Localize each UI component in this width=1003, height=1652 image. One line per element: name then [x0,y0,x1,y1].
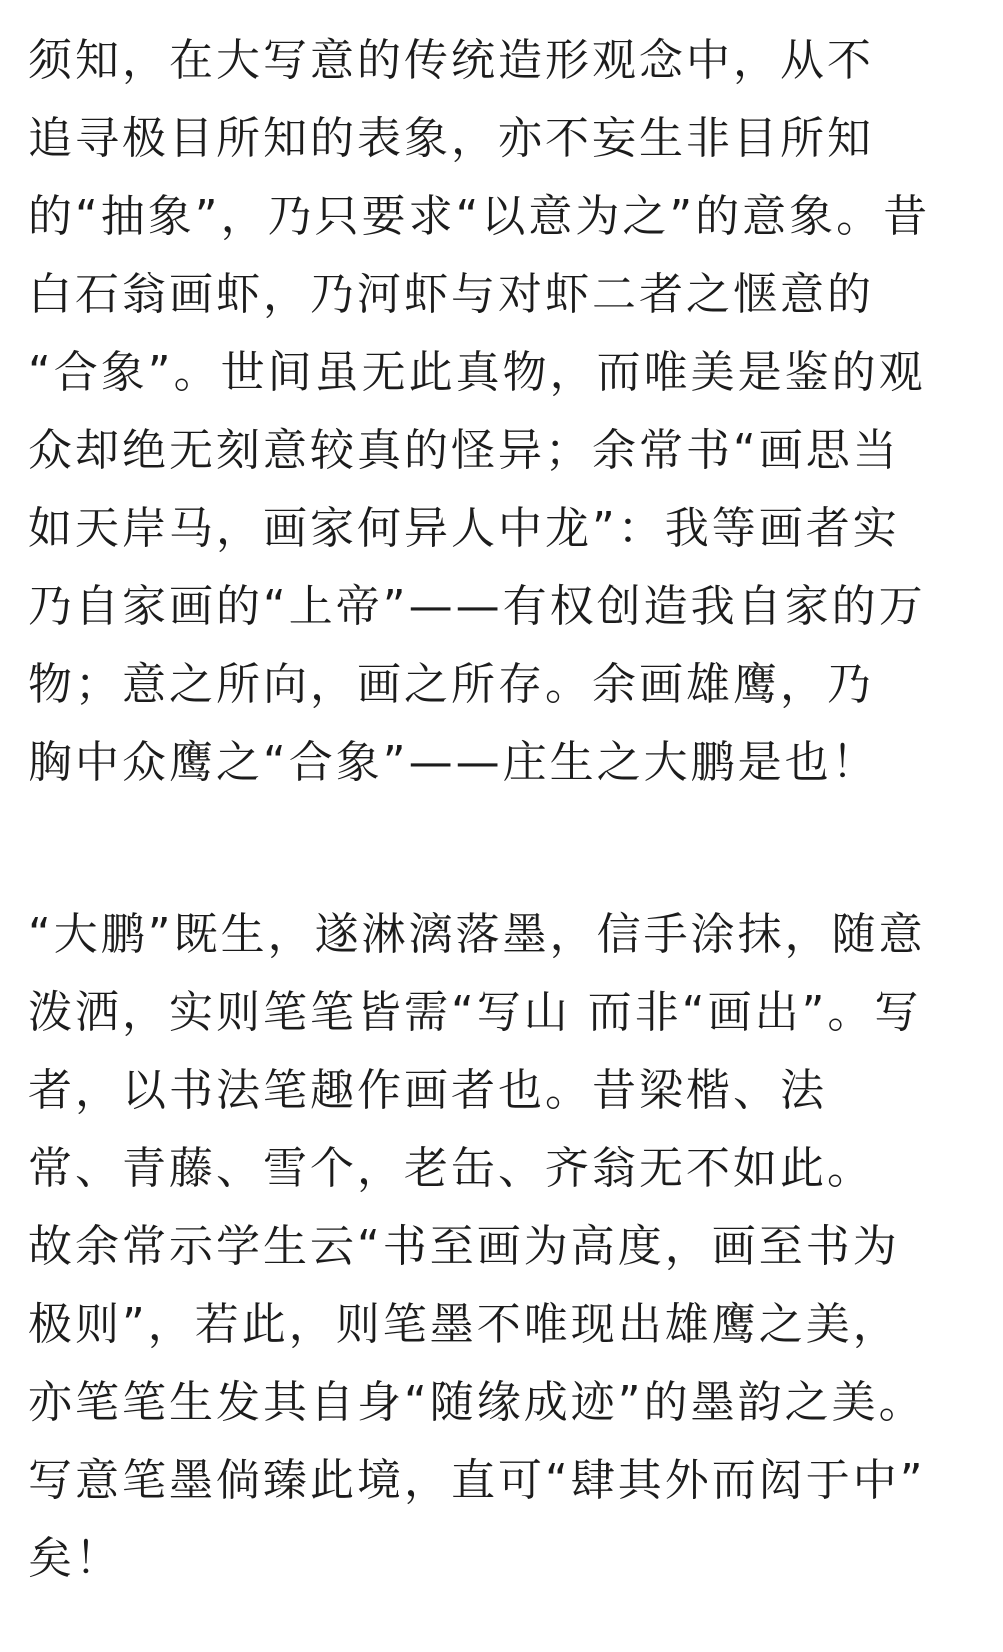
text-line: 矣！ [28,1533,122,1584]
text-line: 极则”，若此，则笔墨不唯现出雄鹰之美， [28,1299,900,1350]
text-line: 故余常示学生云“书至画为高度，画至书为 [28,1221,900,1272]
text-line: 众却绝无刻意较真的怪异；余常书“画思当 [28,425,900,476]
text-line: 写意笔墨倘臻此境，直可“肆其外而闳于中” [28,1455,926,1506]
text-line: 者，以书法笔趣作画者也。昔梁楷、法 [28,1065,827,1116]
text-line: 泼洒，实则笔笔皆需“写山 而非“画出”。写 [28,987,922,1038]
text-line: 白石翁画虾，乃河虾与对虾二者之惬意的 [28,269,874,320]
text-line: 的“抽象”，乃只要求“以意为之”的意象。昔 [28,191,931,242]
text-line: 物；意之所向，画之所存。余画雄鹰，乃 [28,659,874,710]
text-line: 追寻极目所知的表象，亦不妄生非目所知 [28,113,874,164]
text-line: 须知，在大写意的传统造形观念中，从不 [28,35,874,86]
text-line: “大鹏”既生，遂淋漓落墨，信手涂抹，随意 [28,909,926,960]
text-line: 如天岸马，画家何异人中龙”：我等画者实 [28,503,900,554]
text-line: 亦笔笔生发其自身“随缘成迹”的墨韵之美。 [28,1377,926,1428]
text-line: 乃自家画的“上帝”——有权创造我自家的万 [28,581,926,632]
paragraph-1 [28,22,988,802]
paragraph-2 [28,896,988,1598]
text-line: 常、青藤、雪个，老缶、齐翁无不如此。 [28,1143,874,1194]
text-line: 胸中众鹰之“合象”——庄生之大鹏是也！ [28,737,879,788]
text-line: “合象”。世间虽无此真物，而唯美是鉴的观 [28,347,926,398]
